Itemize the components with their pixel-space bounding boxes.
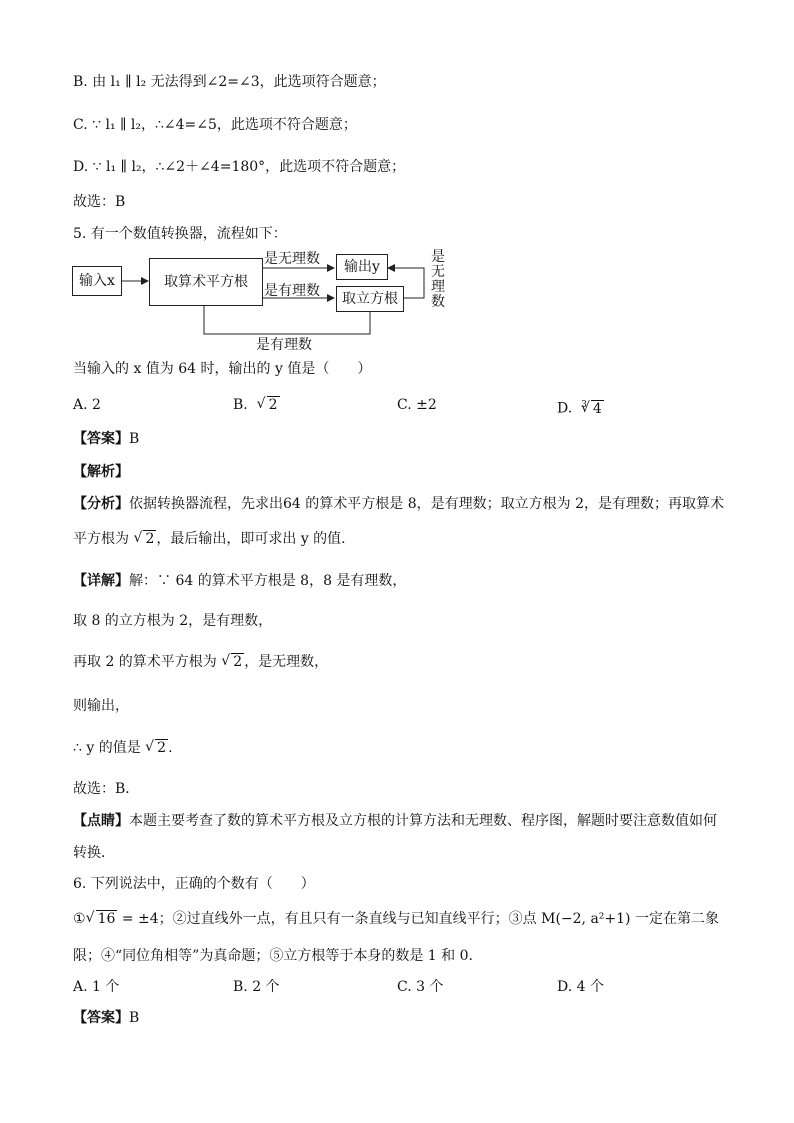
question-6-line-2: 限；④“同位角相等”为真命题；⑤立方根等于本身的数是 1 和 0. <box>73 948 473 964</box>
detail-line-2: 取 8 的立方根为 2，是有理数， <box>73 613 273 629</box>
choice-line: 故选：B <box>73 194 126 210</box>
sqrt-box: 取算术平方根 <box>149 258 263 306</box>
answer-6: 【答案】B <box>73 1010 140 1026</box>
irrational-side-label: 是 无 理 数 <box>431 249 445 310</box>
input-box: 输入x <box>72 266 122 296</box>
fenxi-line-1: 【分析】依据转换器流程，先求出64 的算术平方根是 8，是有理数；取立方根为 2，是有理数；再取算术 <box>73 496 724 512</box>
option-c-line: C. ∵ l₁ ∥ l₂，∴∠4=∠5，此选项不符合题意； <box>73 117 357 133</box>
question-6-line-1: ①√ 16 = ±4；②过直线外一点，有且只有一条直线与已知直线平行；③点 M(−2, a²+1) 一定在第二象 <box>73 909 719 929</box>
q6-option-d: D. 4 个 <box>557 979 604 995</box>
q6-option-a: A. 1 个 <box>73 979 120 995</box>
option-b-line: B. 由 l₁ ∥ l₂ 无法得到∠2=∠3，此选项符合题意； <box>73 74 386 90</box>
irrational-label: 是无理数 <box>264 251 320 267</box>
q5-option-a: A. 2 <box>73 397 101 413</box>
question-6: 6. 下列说法中，正确的个数有（ ） <box>73 876 315 892</box>
q5-option-d: D. $^3$√ 4 <box>557 395 604 419</box>
detail-line-5: ∴ y 的值是 √ 2 . <box>73 738 173 758</box>
flow-diagram <box>72 248 452 352</box>
question-5-ask: 当输入的 x 值为 64 时，输出的 y 值是（ ） <box>73 361 372 377</box>
cbrt-box: 取立方根 <box>336 286 404 312</box>
fenxi-line-2: 平方根为 √ 2 ，最后输出，即可求出 y 的值. <box>73 529 346 549</box>
q6-option-b: B. 2 个 <box>233 979 280 995</box>
answer-5: 【答案】B <box>73 431 140 447</box>
output-box: 输出y <box>336 254 388 280</box>
detail-line-6: 故选：B． <box>73 781 140 797</box>
q6-option-c: C. 3 个 <box>397 979 444 995</box>
analysis-label: 【解析】 <box>73 464 129 480</box>
detail-line-1: 【详解】解：∵ 64 的算术平方根是 8，8 是有理数， <box>73 573 407 589</box>
q5-option-b: B. √ 2 <box>233 395 280 415</box>
question-5: 5. 有一个数值转换器，流程如下： <box>73 226 287 242</box>
rational-bottom-label: 是有理数 <box>256 337 312 353</box>
detail-line-3: 再取 2 的算术平方根为 √ 2 ，是无理数， <box>73 652 328 672</box>
dianjing-line-1: 【点睛】本题主要考查了数的算术平方根及立方根的计算方法和无理数、程序图，解题时要注意数值如何 <box>73 813 717 829</box>
dianjing-line-2: 转换． <box>73 845 115 861</box>
detail-line-4: 则输出， <box>73 698 129 714</box>
rational-label: 是有理数 <box>264 283 320 299</box>
q5-option-c: C. ±2 <box>397 397 437 413</box>
option-d-line: D. ∵ l₁ ∥ l₂，∴∠2＋∠4=180°，此选项不符合题意； <box>73 159 406 175</box>
